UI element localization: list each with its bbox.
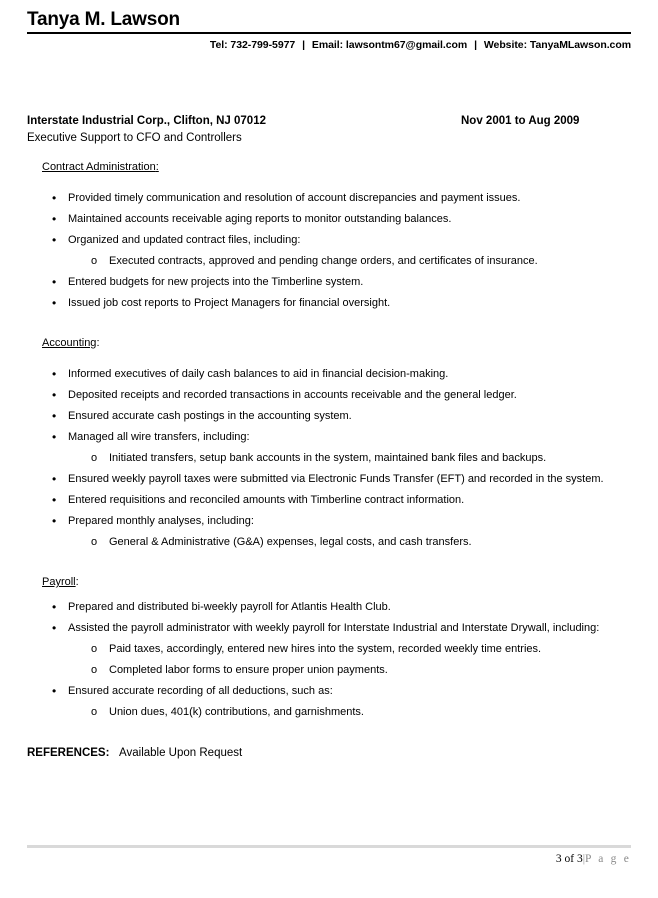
footer-page-indicator: [27, 848, 631, 868]
job-dates: Nov 2001 to Aug 2009: [461, 115, 580, 127]
bullet-item: [27, 188, 631, 209]
sections-container: [27, 160, 631, 723]
document-footer: [27, 845, 631, 868]
spacer: [27, 590, 631, 597]
contact-website[interactable]: Website: TanyaMLawson.com: [483, 39, 631, 51]
contact-phone: Tel: 732-799-5977: [209, 39, 296, 51]
spacer: [27, 175, 631, 188]
footer-pipe: |: [582, 853, 586, 865]
bullet-text: Paid taxes, accordingly, entered new hires into the system, recorded weekly time entries.: [109, 643, 542, 655]
bullet-text: Organized and updated contract files, including:: [68, 234, 301, 246]
bullet-text: Ensured weekly payroll taxes were submitted via Electronic Funds Transfer (EFT) and recorded in the system.: [68, 473, 604, 485]
bullet-text: Entered requisitions and reconciled amounts with Timberline contract information.: [68, 494, 465, 506]
references-line: [27, 745, 631, 761]
bullet-text: Ensured accurate cash postings in the accounting system.: [68, 410, 352, 422]
sub-bullet-item: [27, 639, 631, 660]
sub-bullet-item: [27, 702, 631, 723]
bullet-item: [27, 511, 631, 532]
contact-separator-1: |: [302, 39, 305, 51]
contact-line: [27, 34, 631, 53]
bullet-marker-icon: •: [52, 233, 57, 247]
bullet-item: [27, 209, 631, 230]
bullet-marker-icon: •: [52, 514, 57, 528]
bullet-marker-icon: •: [52, 493, 57, 507]
bullet-text: Issued job cost reports to Project Managers for financial oversight.: [68, 297, 391, 309]
section-heading: [42, 575, 631, 590]
bullet-text: Completed labor forms to ensure proper union payments.: [109, 664, 388, 676]
section-heading-colon: :: [75, 576, 79, 588]
bullet-list: [27, 364, 631, 553]
references-value: Available Upon Request: [112, 747, 243, 759]
bullet-marker-icon: •: [52, 600, 57, 614]
sub-bullet-marker-icon: o: [91, 536, 98, 548]
bullet-text: Initiated transfers, setup bank accounts in the system, maintained bank files and backups.: [109, 452, 547, 464]
bullet-text: Provided timely communication and resolution of account discrepancies and payment issues.: [68, 192, 521, 204]
sub-bullet-marker-icon: o: [91, 255, 98, 267]
sub-bullet-marker-icon: o: [91, 643, 98, 655]
sub-bullet-marker-icon: o: [91, 452, 98, 464]
section-heading-text: Accounting: [42, 337, 97, 349]
spacer: [27, 351, 631, 364]
bullet-marker-icon: •: [52, 430, 57, 444]
bullet-text: Informed executives of daily cash balances to aid in financial decision-making.: [68, 368, 449, 380]
section-heading: [42, 336, 631, 351]
footer-page-number: 3 of 3: [555, 853, 583, 865]
job-title: Executive Support to CFO and Controllers: [27, 132, 242, 144]
spacer: [27, 553, 631, 575]
bullet-list: [27, 188, 631, 314]
bullet-item: [27, 597, 631, 618]
bullet-item: [27, 293, 631, 314]
bullet-marker-icon: •: [52, 212, 57, 226]
sub-bullet-marker-icon: o: [91, 664, 98, 676]
bullet-item: [27, 427, 631, 448]
section-heading: [42, 160, 631, 175]
bullet-text: Executed contracts, approved and pending change orders, and certificates of insurance.: [109, 255, 538, 267]
bullet-text: Prepared and distributed bi-weekly payroll for Atlantis Health Club.: [68, 601, 391, 613]
bullet-marker-icon: •: [52, 684, 57, 698]
bullet-item: [27, 272, 631, 293]
bullet-item: [27, 469, 631, 490]
sub-bullet-item: [27, 532, 631, 553]
bullet-text: Entered budgets for new projects into the Timberline system.: [68, 276, 364, 288]
bullet-marker-icon: •: [52, 388, 57, 402]
bullet-text: Prepared monthly analyses, including:: [68, 515, 254, 527]
bullet-marker-icon: •: [52, 472, 57, 486]
bullet-text: General & Administrative (G&A) expenses, legal costs, and cash transfers.: [109, 536, 472, 548]
bullet-marker-icon: •: [52, 191, 57, 205]
resume-section: [27, 336, 631, 575]
bullet-text: Managed all wire transfers, including:: [68, 431, 250, 443]
resume-body: [27, 113, 631, 761]
sub-bullet-item: [27, 448, 631, 469]
bullet-item: [27, 490, 631, 511]
bullet-list: [27, 597, 631, 723]
section-heading-text: Contract Administration: [42, 161, 156, 173]
bullet-item: [27, 681, 631, 702]
bullet-marker-icon: •: [52, 621, 57, 635]
sub-bullet-marker-icon: o: [91, 706, 98, 718]
bullet-marker-icon: •: [52, 296, 57, 310]
bullet-text: Ensured accurate recording of all deductions, such as:: [68, 685, 333, 697]
bullet-text: Deposited receipts and recorded transactions in accounts receivable and the general ledger.: [68, 389, 517, 401]
bullet-marker-icon: •: [52, 367, 57, 381]
bullet-item: [27, 406, 631, 427]
bullet-item: [27, 230, 631, 251]
references-label: REFERENCES:: [27, 747, 110, 759]
section-heading-colon: :: [155, 161, 159, 173]
bullet-item: [27, 364, 631, 385]
bullet-marker-icon: •: [52, 275, 57, 289]
spacer-before-references: [27, 723, 631, 745]
resume-section: [27, 160, 631, 336]
bullet-item: [27, 385, 631, 406]
footer-page-word: P a g e: [585, 853, 631, 865]
contact-separator-2: |: [474, 39, 477, 51]
bullet-item: [27, 618, 631, 639]
job-header: [27, 113, 631, 129]
resume-section: [27, 575, 631, 723]
bullet-text: Maintained accounts receivable aging reports to monitor outstanding balances.: [68, 213, 452, 225]
document-header: [27, 8, 631, 53]
sub-bullet-item: [27, 660, 631, 681]
candidate-name: Tanya M. Lawson: [27, 9, 180, 30]
bullet-text: Assisted the payroll administrator with weekly payroll for Interstate Industrial and Interstate Drywall, including:: [68, 622, 600, 634]
spacer: [27, 314, 631, 336]
job-company: Interstate Industrial Corp., Clifton, NJ 07012: [27, 115, 266, 127]
bullet-marker-icon: •: [52, 409, 57, 423]
spacer: [27, 147, 631, 160]
contact-email[interactable]: Email: lawsontm67@gmail.com: [311, 39, 468, 51]
section-heading-colon: :: [96, 337, 100, 349]
bullet-text: Union dues, 401(k) contributions, and garnishments.: [109, 706, 364, 718]
section-heading-text: Payroll: [42, 576, 76, 588]
sub-bullet-item: [27, 251, 631, 272]
